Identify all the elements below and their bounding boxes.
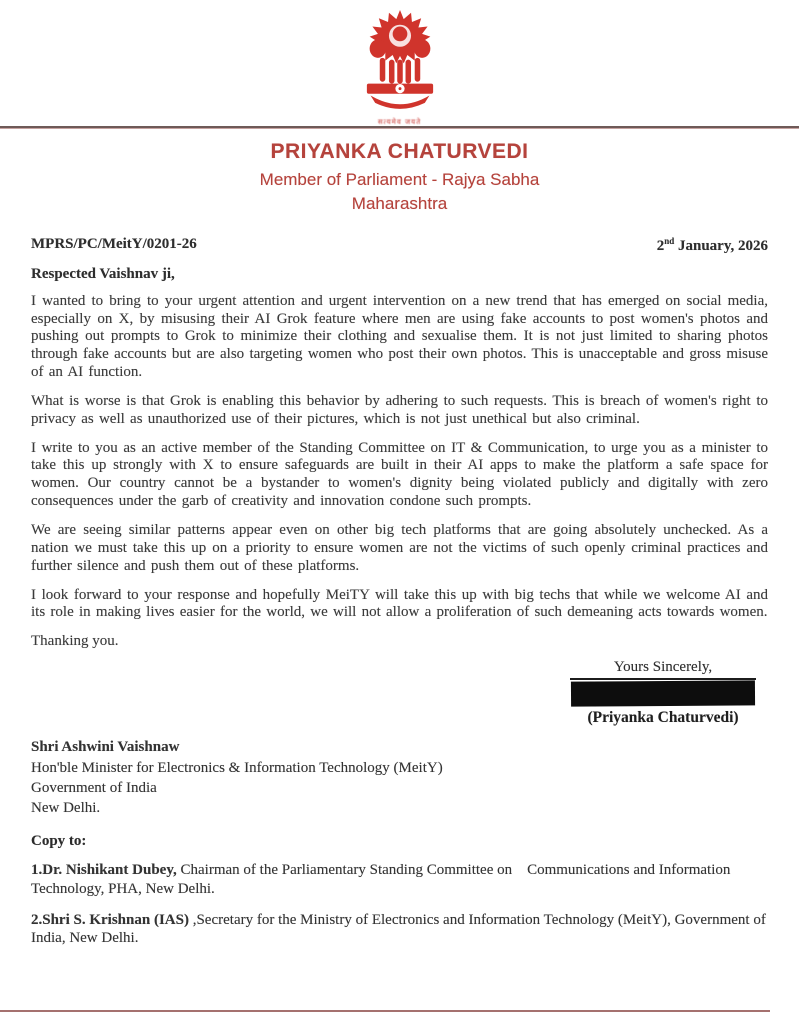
body-paragraph-3: I write to you as an active member of the Standing Committee on IT & Communication, to urge you as a minister to take this up strongly with X to ensure safeguards are built in their AI apps to make the platform a safe space for women. Our country cannot be a bystander to women's dignity being violated publicly and digitally with zero consequences under the garb of creativity and innovation condone such prompts.: [31, 439, 768, 510]
recipient-block: [31, 737, 768, 819]
copy-to-item: [31, 911, 768, 949]
footer-divider: [0, 1010, 770, 1012]
recipient-name: Shri Ashwini Vaishnaw: [31, 739, 180, 756]
letterhead-state: Maharashtra: [351, 194, 448, 213]
body-paragraph-5: I look forward to your response and hopefully MeiTY will take this up with big techs that while we welcome AI and its role in making lives easier for the world, we will not allow a proliferation of such demeaning acts towards women.: [31, 586, 768, 621]
header-divider: [0, 126, 799, 129]
redacted-signature: [571, 680, 755, 706]
date-day: 2: [656, 238, 665, 254]
recipient-line: New Delhi.: [31, 800, 101, 817]
date-ordinal: nd: [664, 236, 675, 246]
reference-number: MPRS/PC/MeitY/0201-26: [31, 236, 197, 252]
letterhead-emblem: [0, 8, 799, 127]
india-national-emblem-icon: [354, 102, 446, 119]
signature-block: [570, 659, 756, 727]
letterhead-text: [0, 140, 799, 214]
copy-to-label: Copy to:: [31, 832, 87, 849]
sign-off: Yours Sincerely,: [570, 659, 756, 680]
date-rest: January, 2026: [674, 238, 768, 254]
copy-recipient-name: 2.Shri S. Krishnan (IAS): [31, 911, 189, 928]
letterhead-title: Member of Parliament - Rajya Sabha: [259, 170, 540, 189]
meta-row: [31, 236, 768, 256]
letter-date: [657, 236, 768, 256]
letter-body: [31, 236, 768, 960]
salutation: Respected Vaishnav ji,: [31, 265, 175, 282]
body-paragraph-1: I wanted to bring to your urgent attention and urgent intervention on a new trend that has emerged on social media, especially on X, by misusing their AI Grok feature where men are using fake accounts to post women's photos and pushing out prompts to Grok to minimize their clothing and sexualise them. It is not just limited to sharing photos through fake accounts but are also targeting women who post their own photos. This is unacceptable and gross misuse of an AI function.: [31, 292, 768, 381]
copy-recipient-detail: ,Secretary for the Ministry of Electronics and Information Technology (MeitY), Government of India, New Delhi.: [31, 911, 766, 947]
emblem-motto: सत्यमेव जयते: [377, 118, 422, 126]
closing-thanks: Thanking you.: [31, 633, 119, 650]
body-paragraph-2: What is worse is that Grok is enabling this behavior by adhering to such requests. This is breach of women's right to privacy as well as unauthorized use of their pictures, which is not just unethical but also criminal.: [31, 392, 768, 427]
body-paragraph-4: We are seeing similar patterns appear even on other big tech platforms that are going absolutely unchecked. As a nation we must take this up on a priority to ensure women are not the victims of such openly criminal practices and further silence and push them out of these platforms.: [31, 521, 768, 574]
copy-recipient-name: 1.Dr. Nishikant Dubey,: [31, 861, 177, 878]
copy-to-item: [31, 861, 768, 899]
recipient-line: Government of India: [31, 780, 157, 797]
recipient-line: Hon'ble Minister for Electronics & Information Technology (MeitY): [31, 759, 443, 776]
copy-recipient-detail: Chairman of the Parliamentary Standing Committee on Communications and Information Technology, PHA, New Delhi.: [31, 861, 731, 897]
signatory-name: (Priyanka Chaturvedi): [587, 708, 739, 726]
letterhead-name: PRIYANKA CHATURVEDI: [270, 140, 529, 163]
